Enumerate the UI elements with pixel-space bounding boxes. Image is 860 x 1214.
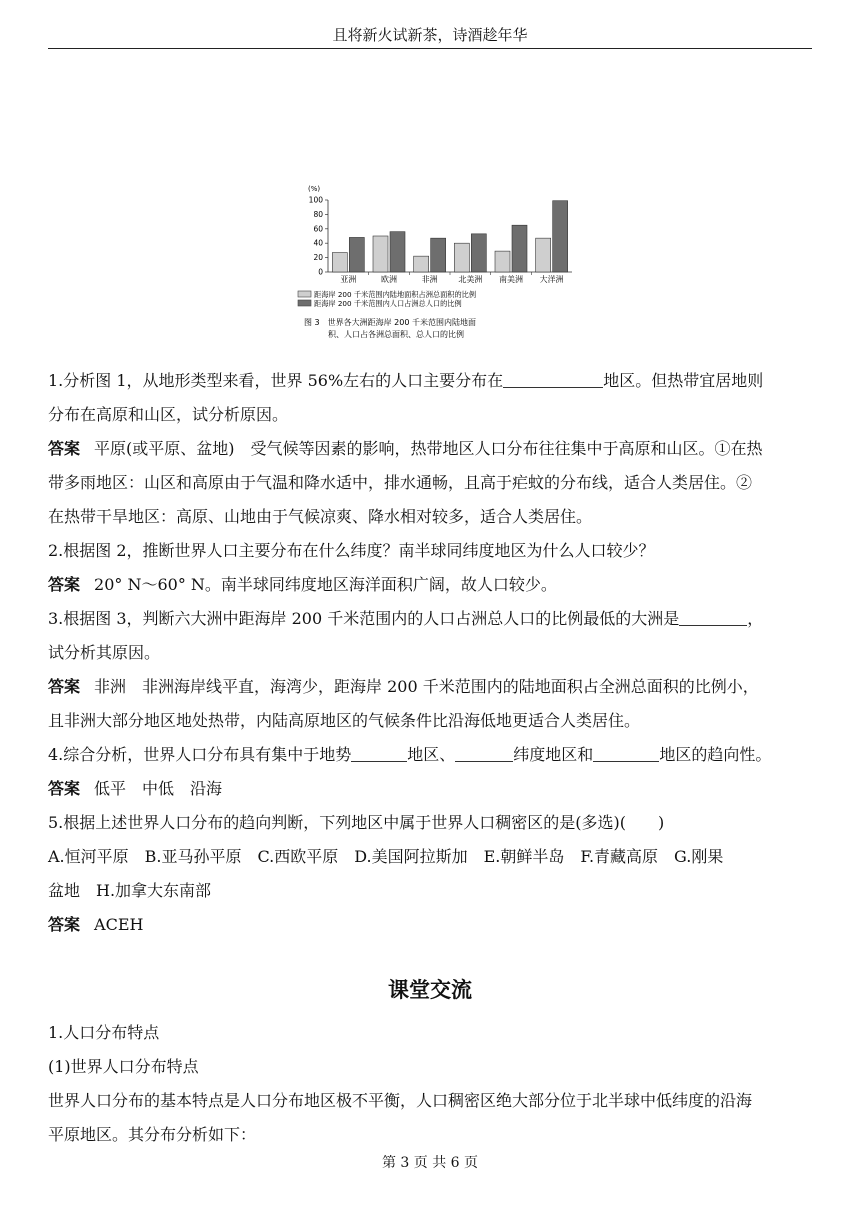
legend-swatch-population bbox=[298, 300, 311, 306]
bar-chart bbox=[290, 182, 580, 342]
subsection-heading: (1)世界人口分布特点 bbox=[48, 1057, 199, 1076]
page-footer bbox=[0, 1152, 860, 1172]
bar-area-share bbox=[332, 253, 347, 272]
answer-blank[interactable] bbox=[503, 365, 603, 388]
answer-1-cont: 在热带干旱地区：高原、山地由于气候凉爽、降水相对较多，适合人类居住。 bbox=[48, 507, 593, 526]
paragraph: 平原地区。其分布分析如下： bbox=[48, 1125, 257, 1144]
y-tick-label: 20 bbox=[313, 253, 323, 263]
page-header bbox=[48, 22, 812, 49]
answer-3-cont: 且非洲大部分地区地处热带，内陆高原地区的气候条件比沿海低地更适合人类居住。 bbox=[48, 711, 641, 730]
y-tick-label: 60 bbox=[313, 224, 323, 234]
question-5-options: A.恒河平原 B.亚马孙平原 C.西欧平原 D.美国阿拉斯加 E.朝鲜半岛 F.青藏高原 G.刚果 bbox=[48, 847, 724, 866]
answer-blank[interactable] bbox=[593, 739, 659, 762]
answer-1-cont: 带多雨地区：山区和高原由于气温和降水适中，排水通畅，且高于疟蚊的分布线，适合人类居住。② bbox=[48, 473, 753, 492]
answer-4: 答案 低平 中低 沿海 bbox=[48, 779, 223, 798]
bar-area-share bbox=[495, 251, 510, 272]
bar-area-share bbox=[536, 238, 551, 272]
question-1: 1.分析图 1，从地形类型来看，世界 56%左右的人口主要分布在 地区。但热带宜居地则 bbox=[48, 364, 812, 398]
bar-area-share bbox=[454, 243, 469, 272]
bar-population-share bbox=[431, 238, 446, 272]
section-title: 课堂交流 bbox=[388, 978, 472, 1002]
bar-population-share bbox=[553, 201, 568, 272]
answer-3: 答案 非洲 非洲海岸线平直，海湾少，距海岸 200 千米范围内的陆地面积占全洲总面积的比例小， bbox=[48, 677, 759, 696]
bar-population-share bbox=[512, 225, 527, 272]
question-3: 3.根据图 3，判断六大洲中距海岸 200 千米范围内的人口占洲总人口的比例最低的大洲是 ， bbox=[48, 602, 812, 636]
legend-label-area: 距海岸 200 千米范围内陆地面积占洲总面积的比例 bbox=[314, 290, 477, 299]
paragraph: 世界人口分布的基本特点是人口分布地区极不平衡，人口稠密区绝大部分位于北半球中低纬度的沿海 bbox=[48, 1091, 753, 1110]
bar-population-share bbox=[349, 237, 364, 272]
answer-label: 答案 bbox=[48, 779, 81, 798]
x-tick-label: 亚洲 bbox=[340, 275, 357, 284]
x-tick-label: 南美洲 bbox=[499, 275, 523, 284]
y-unit-label: (%) bbox=[308, 185, 321, 193]
figure-3 bbox=[290, 182, 580, 342]
question-5: 5.根据上述世界人口分布的趋向判断，下列地区中属于世界人口稠密区的是(多选)( ) bbox=[48, 813, 665, 832]
y-tick-label: 40 bbox=[313, 238, 323, 248]
figure-caption-line1: 图 3 世界各大洲距海岸 200 千米范围内陆地面 bbox=[304, 318, 476, 327]
answer-blank[interactable] bbox=[351, 739, 407, 762]
header-motto: 且将新火试新茶，诗酒趁年华 bbox=[332, 26, 528, 44]
y-tick-label: 100 bbox=[308, 195, 323, 205]
legend-swatch-area bbox=[298, 291, 311, 297]
x-tick-label: 非洲 bbox=[421, 275, 438, 284]
answer-5: 答案 ACEH bbox=[48, 915, 144, 934]
answer-label: 答案 bbox=[48, 915, 81, 934]
question-5-options-cont: 盆地 H.加拿大东南部 bbox=[48, 881, 212, 900]
question-3-cont: 试分析其原因。 bbox=[48, 643, 161, 662]
answer-label: 答案 bbox=[48, 439, 81, 458]
answer-1: 答案 平原(或平原、盆地) 受气候等因素的影响，热带地区人口分布往往集中于高原和山区。①在热 bbox=[48, 439, 763, 458]
answer-label: 答案 bbox=[48, 575, 81, 594]
x-tick-label: 大洋洲 bbox=[539, 275, 564, 284]
question-2: 2.根据图 2，推断世界人口主要分布在什么纬度？南半球同纬度地区为什么人口较少？ bbox=[48, 541, 655, 560]
figure-caption-line2: 积、人口占各洲总面积、总人口的比例 bbox=[328, 330, 464, 339]
subsection-heading: 1.人口分布特点 bbox=[48, 1023, 160, 1042]
x-tick-label: 北美洲 bbox=[458, 275, 483, 284]
bar-area-share bbox=[373, 236, 388, 272]
main-content bbox=[48, 364, 812, 1152]
legend-label-population: 距海岸 200 千米范围内人口占洲总人口的比例 bbox=[314, 299, 462, 308]
y-tick-label: 0 bbox=[318, 267, 323, 277]
y-tick-label: 80 bbox=[313, 209, 323, 219]
bar-area-share bbox=[414, 256, 429, 272]
answer-label: 答案 bbox=[48, 677, 81, 696]
question-4: 4.综合分析，世界人口分布具有集中于地势 地区、 纬度地区和 地区的趋向性。 bbox=[48, 738, 812, 772]
x-tick-label: 欧洲 bbox=[381, 275, 397, 284]
answer-blank[interactable] bbox=[679, 603, 747, 626]
question-1-cont: 分布在高原和山区，试分析原因。 bbox=[48, 405, 289, 424]
bar-population-share bbox=[471, 234, 486, 272]
bar-population-share bbox=[390, 232, 405, 272]
answer-blank[interactable] bbox=[455, 739, 513, 762]
page-number: 第 3 页 共 6 页 bbox=[381, 1155, 479, 1171]
answer-2: 答案 20° N～60° N。南半球同纬度地区海洋面积广阔，故人口较少。 bbox=[48, 575, 557, 594]
